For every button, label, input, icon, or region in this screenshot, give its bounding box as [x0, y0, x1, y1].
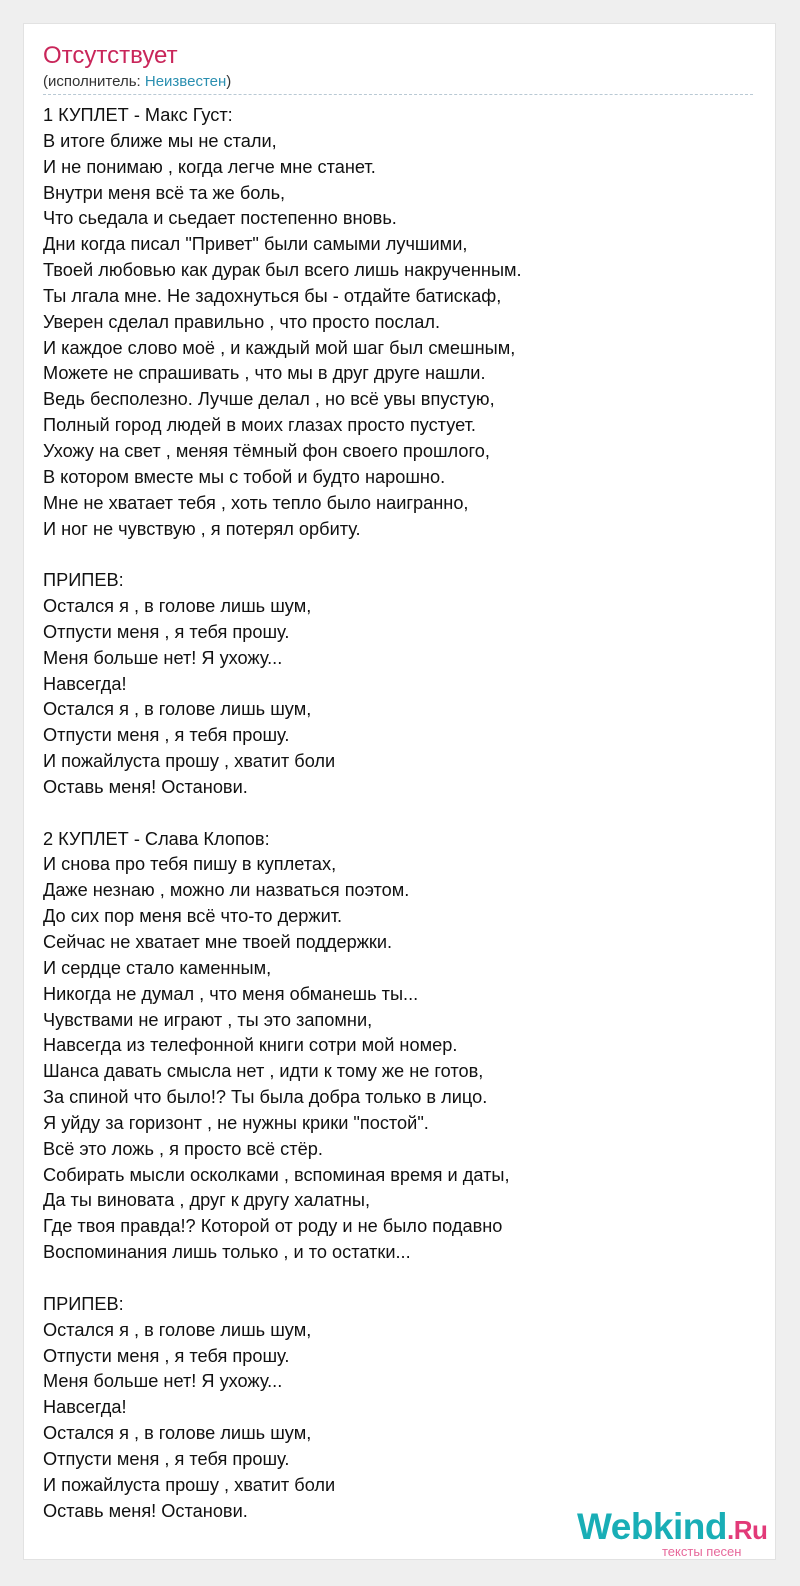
song-title: Отсутствует — [43, 42, 178, 69]
lyrics-line: Отпусти меня , я тебя прошу. — [43, 1345, 290, 1366]
lyrics-line: Остался я , в голове лишь шум, — [43, 596, 312, 617]
lyrics-line: Никогда не думал , что меня обманешь ты... — [43, 983, 419, 1004]
lyrics-line: Остался я , в голове лишь шум, — [43, 1423, 312, 1444]
lyrics-line: Всё это ложь , я просто всё стёр. — [43, 1138, 323, 1159]
lyrics-line: Меня больше нет! Я ухожу... — [43, 647, 283, 668]
lyrics-blank-line — [43, 1266, 763, 1292]
lyrics-line: Навсегда из телефонной книги сотри мой номер. — [43, 1035, 458, 1056]
artist-link[interactable]: Неизвестен — [144, 73, 227, 90]
lyrics-line: Уверен сделал правильно , что просто послал. — [43, 311, 441, 332]
lyrics-line: Внутри меня всё та же боль, — [43, 182, 286, 203]
lyrics-line: И снова про тебя пишу в куплетах, — [43, 854, 337, 875]
lyrics-line: До сих пор меня всё что-то держит. — [43, 906, 343, 927]
lyrics-line: И сердце стало каменным, — [43, 957, 272, 978]
lyrics-line: Навсегда! — [43, 1397, 127, 1418]
lyrics-line: 2 КУПЛЕТ - Слава Клопов: — [43, 828, 270, 849]
lyrics-line: Отпусти меня , я тебя прошу. — [43, 621, 290, 642]
lyrics-line: Оставь меня! Останови. — [43, 1500, 248, 1521]
lyrics-card — [23, 23, 776, 1560]
lyrics-line: Мне не хватает тебя , хоть тепло было наигранно, — [43, 492, 469, 513]
lyrics-line: В итоге ближе мы не стали, — [43, 130, 277, 151]
artist-suffix: ) — [226, 73, 232, 90]
lyrics-blank-line — [43, 542, 763, 568]
lyrics-line: Воспоминания лишь только , и то остатки... — [43, 1242, 411, 1263]
lyrics-blank-line — [43, 801, 763, 827]
lyrics-line: Даже незнаю , можно ли назваться поэтом. — [43, 880, 410, 901]
lyrics-line: Полный город людей в моих глазах просто пустует. — [43, 415, 476, 436]
lyrics-line: Что сьедала и сьедает постепенно вновь. — [43, 208, 397, 229]
lyrics-line: Отпусти меня , я тебя прошу. — [43, 725, 290, 746]
lyrics-line: Где твоя правда!? Которой от роду и не было подавно — [43, 1216, 503, 1237]
lyrics-line: Остался я , в голове лишь шум, — [43, 1319, 312, 1340]
lyrics-line: Шанса давать смысла нет , идти к тому же не готов, — [43, 1061, 484, 1082]
lyrics-line: В котором вместе мы с тобой и будто нарошно. — [43, 466, 446, 487]
lyrics-line: Ведь бесполезно. Лучше делал , но всё увы впустую, — [43, 389, 495, 410]
lyrics-line: Чувствами не играют , ты это запомни, — [43, 1009, 373, 1030]
lyrics-line: За спиной что было!? Ты была добра только в лицо. — [43, 1087, 488, 1108]
lyrics-line: Ты лгала мне. Не задохнуться бы - отдайте батискаф, — [43, 285, 502, 306]
lyrics-line: И пожайлуста прошу , хватит боли — [43, 751, 336, 772]
lyrics-line: И каждое слово моё , и каждый мой шаг был смешным, — [43, 337, 516, 358]
lyrics-line: Собирать мысли осколками , вспоминая время и даты, — [43, 1164, 510, 1185]
lyrics-text — [43, 103, 763, 1524]
artist-prefix: (исполнитель: — [43, 73, 145, 90]
webkind-logo[interactable] — [577, 1505, 767, 1561]
lyrics-line: Меня больше нет! Я ухожу... — [43, 1371, 283, 1392]
lyrics-line: Сейчас не хватает мне твоей поддержки. — [43, 932, 393, 952]
lyrics-line: Отпусти меня , я тебя прошу. — [43, 1448, 290, 1469]
lyrics-line: Ухожу на свет , меняя тёмный фон своего прошлого, — [43, 440, 490, 461]
lyrics-line: ПРИПЕВ: — [43, 570, 124, 591]
lyrics-line: 1 КУПЛЕТ - Макс Густ: — [43, 105, 233, 125]
lyrics-line: Дни когда писал "Привет" были самыми лучшими, — [43, 234, 468, 255]
lyrics-line: И пожайлуста прошу , хватит боли — [43, 1474, 336, 1495]
lyrics-line: Остался я , в голове лишь шум, — [43, 699, 312, 720]
lyrics-line: И не понимаю , когда легче мне станет. — [43, 156, 376, 177]
lyrics-line: Можете не спрашивать , что мы в друг друге нашли. — [43, 363, 486, 384]
lyrics-line: Твоей любовью как дурак был всего лишь накрученным. — [43, 260, 522, 281]
logo-brand-name: Webkind — [577, 1506, 727, 1547]
lyrics-line: Да ты виновата , друг к другу халатны, — [43, 1190, 371, 1211]
lyrics-line: ПРИПЕВ: — [43, 1293, 124, 1314]
lyrics-line: Навсегда! — [43, 673, 127, 694]
lyrics-line: Я уйду за горизонт , не нужны крики "постой". — [43, 1112, 429, 1133]
logo-tld: .Ru — [727, 1515, 768, 1545]
lyrics-line: И ног не чувствую , я потерял орбиту. — [43, 518, 361, 539]
logo-tagline: тексты песен — [662, 1544, 742, 1559]
divider — [43, 94, 753, 95]
lyrics-line: Оставь меня! Останови. — [43, 776, 248, 797]
artist-line — [43, 73, 231, 91]
